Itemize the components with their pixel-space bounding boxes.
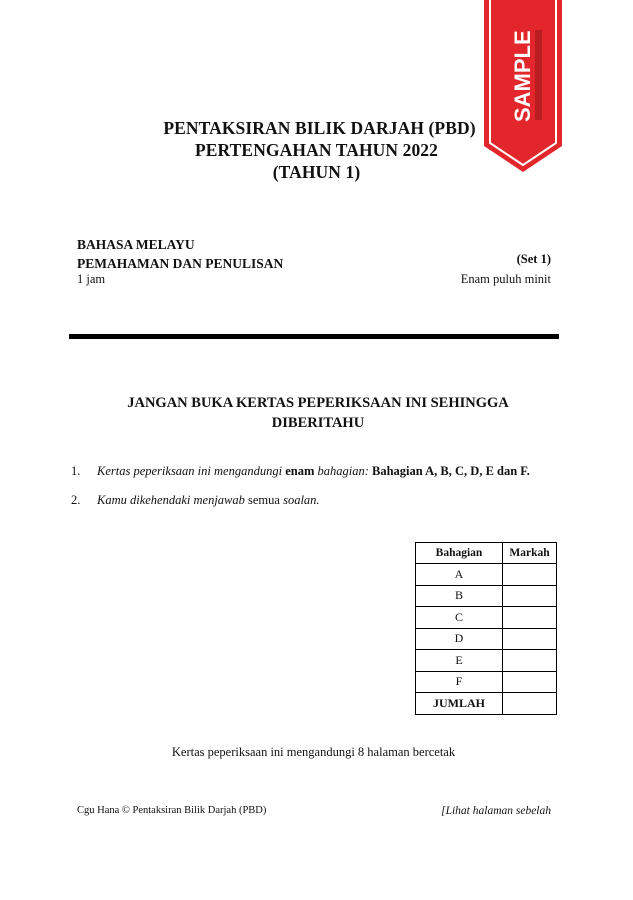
duration-words: Enam puluh minit [460,272,551,286]
section-cell: D [416,628,503,650]
instruction-2 [71,493,320,508]
sample-text: SAMPLE [510,30,535,122]
duration: 1 jam [77,272,106,286]
section-cell: F [416,671,503,693]
section-cell: C [416,607,503,629]
instruction-text: bahagian: [317,464,369,478]
table-row [416,671,557,693]
set-label: (Set 1) [516,252,551,266]
mark-cell [503,585,557,607]
section-cell: A [416,564,503,586]
table-row [416,564,557,586]
page-count-note [0,745,633,760]
table-row [416,628,557,650]
table-header-row [416,543,557,564]
instruction-emphasis: semua [248,493,280,507]
instruction-number: 1. [71,464,81,478]
total-cell: JUMLAH [416,693,503,715]
exam-title: PENTAKSIRAN BILIK DARJAH (PBD) [163,118,476,138]
warning-text: JANGAN BUKA KERTAS PEPERIKSAAN INI SEHINGGA DIBERITAHU [127,395,509,431]
mark-cell [503,650,557,672]
page-count-text: Kertas peperiksaan ini mengandungi 8 halaman bercetak [171,745,456,759]
table-total-row [416,693,557,715]
section-cell: B [416,585,503,607]
table-row [416,650,557,672]
table-row [416,607,557,629]
paper-name: PEMAHAMAN DAN PENULISAN [77,256,284,271]
footer-copyright: Cgu Hana © Pentaksiran Bilik Darjah (PBD) [77,805,267,816]
section-cell: E [416,650,503,672]
mark-cell [503,671,557,693]
instruction-emphasis: Bahagian A, B, C, D, E dan F. [372,464,530,478]
marks-table [415,542,557,715]
divider [69,334,559,339]
mark-cell [503,628,557,650]
mark-cell [503,693,557,715]
table-row [416,585,557,607]
table-header: Markah [503,543,557,564]
instruction-text: Kertas peperiksaan ini mengandungi [97,464,283,478]
table-header: Bahagian [416,543,503,564]
instruction-emphasis: enam [285,464,315,478]
instruction-number: 2. [71,493,81,507]
exam-period: PERTENGAHAN TAHUN 2022 [194,140,439,160]
mark-cell [503,564,557,586]
footer-next-page: [Lihat halaman sebelah [441,805,551,817]
mark-cell [503,607,557,629]
exam-year-level: (TAHUN 1) [272,162,361,182]
instruction-1 [71,464,530,479]
instruction-text: soalan. [283,493,320,507]
instruction-text: Kamu dikehendaki menjawab [97,493,245,507]
subject-name: BAHASA MELAYU [77,237,195,252]
